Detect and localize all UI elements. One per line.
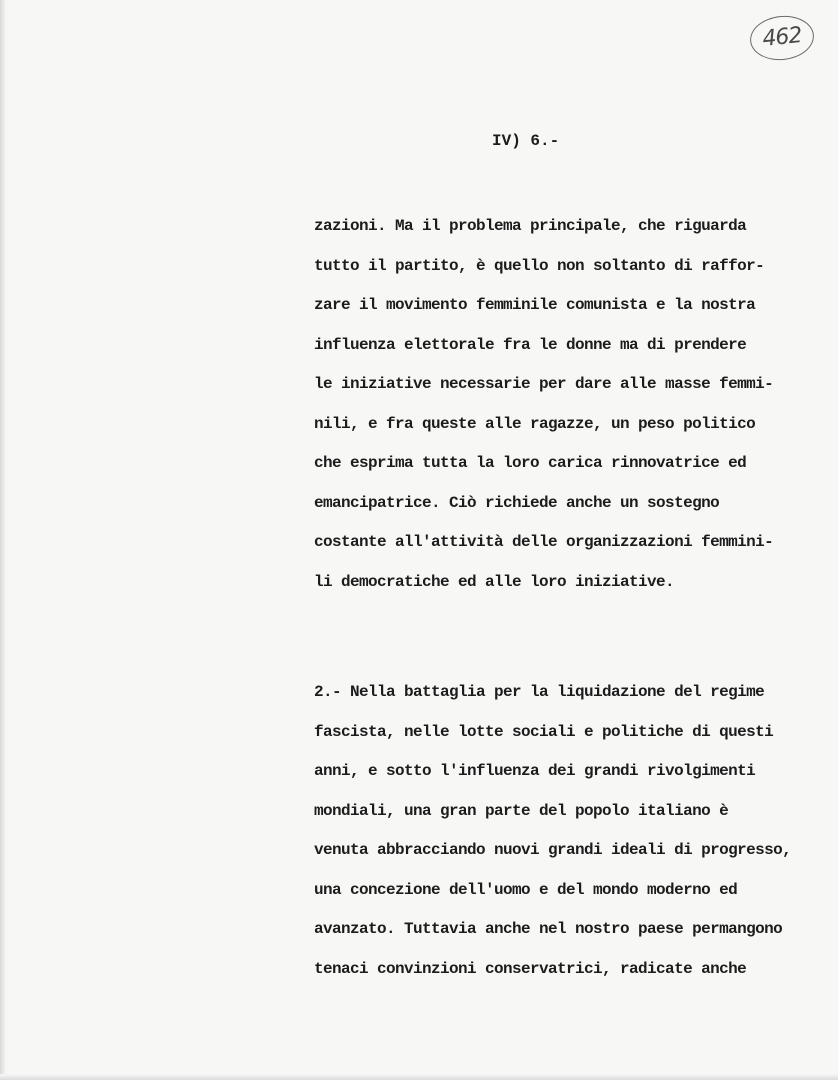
- page-left-edge: [0, 0, 6, 1080]
- text-line: influenza elettorale fra le donne ma di prendere: [314, 335, 747, 354]
- text-line: li democratiche ed alle loro iniziative.: [314, 572, 675, 591]
- section-header: IV) 6.-: [492, 132, 560, 150]
- paragraph-1: [314, 214, 773, 609]
- text-line: che esprima tutta la loro carica rinnovatrice ed: [314, 454, 747, 472]
- text-line: tenaci convinzioni conservatrici, radicate anche: [314, 959, 747, 978]
- paragraph-2: [314, 680, 791, 996]
- text-line: costante all'attività delle organizzazioni femmini-: [314, 533, 774, 551]
- text-line: tutto il partito, è quello non soltanto di raffor-: [314, 256, 765, 275]
- text-line: 2.- Nella battaglia per la liquidazione del regime: [314, 683, 765, 701]
- text-line: anni, e sotto l'influenza dei grandi rivolgimenti: [314, 762, 756, 780]
- text-line: venuta abbracciando nuovi grandi ideali di progresso,: [314, 841, 792, 859]
- page-bottom-edge: [0, 1074, 838, 1080]
- text-line: zazioni. Ma il problema principale, che riguarda: [314, 217, 747, 235]
- text-line: emancipatrice. Ciò richiede anche un sostegno: [314, 493, 720, 512]
- text-line: fascista, nelle lotte sociali e politiche di questi: [314, 722, 774, 741]
- text-line: le iniziative necessarie per dare alle masse femmi-: [314, 375, 774, 393]
- text-line: avanzato. Tuttavia anche nel nostro paese permangono: [314, 920, 783, 938]
- text-line: una concezione dell'uomo e del mondo moderno ed: [314, 880, 738, 899]
- page-number-stamp: 462: [748, 13, 816, 63]
- text-line: zare il movimento femminile comunista e la nostra: [314, 296, 756, 314]
- text-line: nili, e fra queste alle ragazze, un peso politico: [314, 414, 756, 433]
- text-line: mondiali, una gran parte del popolo italiano è: [314, 801, 729, 820]
